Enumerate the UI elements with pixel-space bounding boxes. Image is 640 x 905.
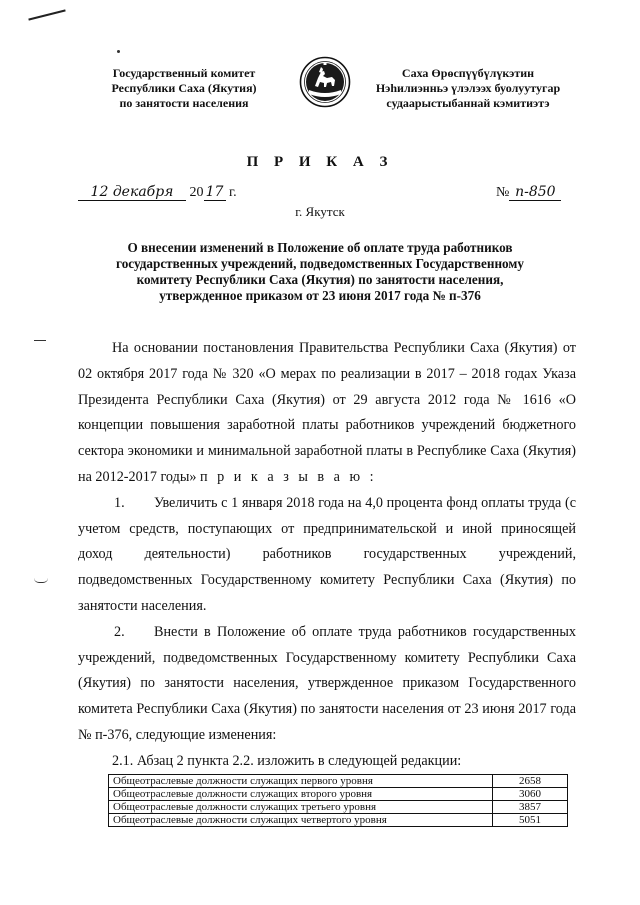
subject-line: государственных учреждений, подведомственных Государственному [116,256,524,271]
date-day-month [78,184,186,201]
subject-line: утвержденное приказом от 23 июня 2017 года № п-376 [159,288,481,303]
item-1-paragraph [78,491,576,620]
table-cell-label: Общеотраслевые должности служащих первого уровня [109,775,493,788]
date-suffix: г. [229,185,237,200]
item-2-text: Внести в Положение об оплате труда работников государственных учреждений, подведомственных Государственному комитету Республики Саха (Якутия) по занятости населения, утвержденное приказом Государственного комитета Республики Саха (Якутия) по занятости населения от 23 июня 2017 года № п-376, следующие изменения: [78,623,576,743]
scan-dot [117,50,120,53]
issuer-name-russian [84,66,284,111]
table-cell-value: 3060 [493,788,568,801]
item-2-number: 2. [114,623,125,640]
issue-city: г. Якутск [295,204,345,219]
order-verb: п р и к а з ы в а ю : [200,468,377,485]
date-day: 12 [90,184,109,200]
item-2-1-paragraph: 2.1. Абзац 2 пункта 2.2. изложить в следующей редакции: [112,752,462,769]
number-value: п-850 [509,184,561,201]
table-cell-value: 2658 [493,775,568,788]
salary-table [108,774,568,827]
table-row [109,788,568,801]
issuer-name-yakut [358,66,578,111]
order-date [78,184,237,201]
issuer-line: Республики Саха (Якутия) [111,81,257,95]
order-number [496,184,561,201]
date-year-prefix: 20 [189,185,204,200]
date-year-suffix: 17 [204,184,226,201]
subject-line: О внесении изменений в Положение об оплате труда работников [127,240,513,255]
item-1-text: Увеличить с 1 января 2018 года на 4,0 процента фонд оплаты труда (с учетом средств, поступающих от предпринимательской и иной приносящей доход деятельности) работников государственных учреждений, подведомственных Государственному комитету Республики Саха (Якутия) по занятости населения. [78,494,576,614]
issuer-line: Нэһилиэнньэ үлэлээх буолуутугар [375,81,561,95]
table-cell-value: 3857 [493,801,568,814]
order-subject [70,240,570,304]
coat-of-arms-icon [299,56,351,108]
item-2-paragraph [78,620,576,749]
margin-punch-mark [34,340,46,341]
table-cell-label: Общеотраслевые должности служащих третьего уровня [109,801,493,814]
date-month: декабря [112,184,174,200]
table-row [109,801,568,814]
issuer-line: Саха Өрөспүүбүлүкэтин [401,66,535,80]
issuer-line: судаарыстыбаннай кэмитиэтэ [386,96,550,110]
subject-line: комитету Республики Саха (Якутия) по занятости населения, [136,272,504,287]
table-row [109,814,568,827]
table-cell-label: Общеотраслевые должности служащих четвертого уровня [109,814,493,827]
item-1-number: 1. [114,494,125,511]
order-body [78,336,576,775]
table-cell-label: Общеотраслевые должности служащих второго уровня [109,788,493,801]
issuer-line: по занятости населения [119,96,249,110]
margin-punch-mark [34,578,48,583]
pen-stroke-mark [28,9,65,20]
preamble-text: На основании постановления Правительства Республики Саха (Якутия) от 02 октября 2017 года № 320 «О мерах по реализации в 2017 – 2018 годах Указа Президента Республики Саха (Якутия) от 29 августа 2012 года № 1616 «О концепции повышения заработной платы работников учреждений бюджетного сектора экономики и минимальной заработной платы в Республике Саха (Якутия) на 2012-2017 годы» [78,340,576,485]
table-cell-value: 5051 [493,814,568,827]
table-row [109,775,568,788]
issuer-line: Государственный комитет [112,66,256,80]
preamble-paragraph [78,336,576,491]
document-title: П Р И К А З [246,154,394,170]
number-prefix: № [496,185,510,200]
